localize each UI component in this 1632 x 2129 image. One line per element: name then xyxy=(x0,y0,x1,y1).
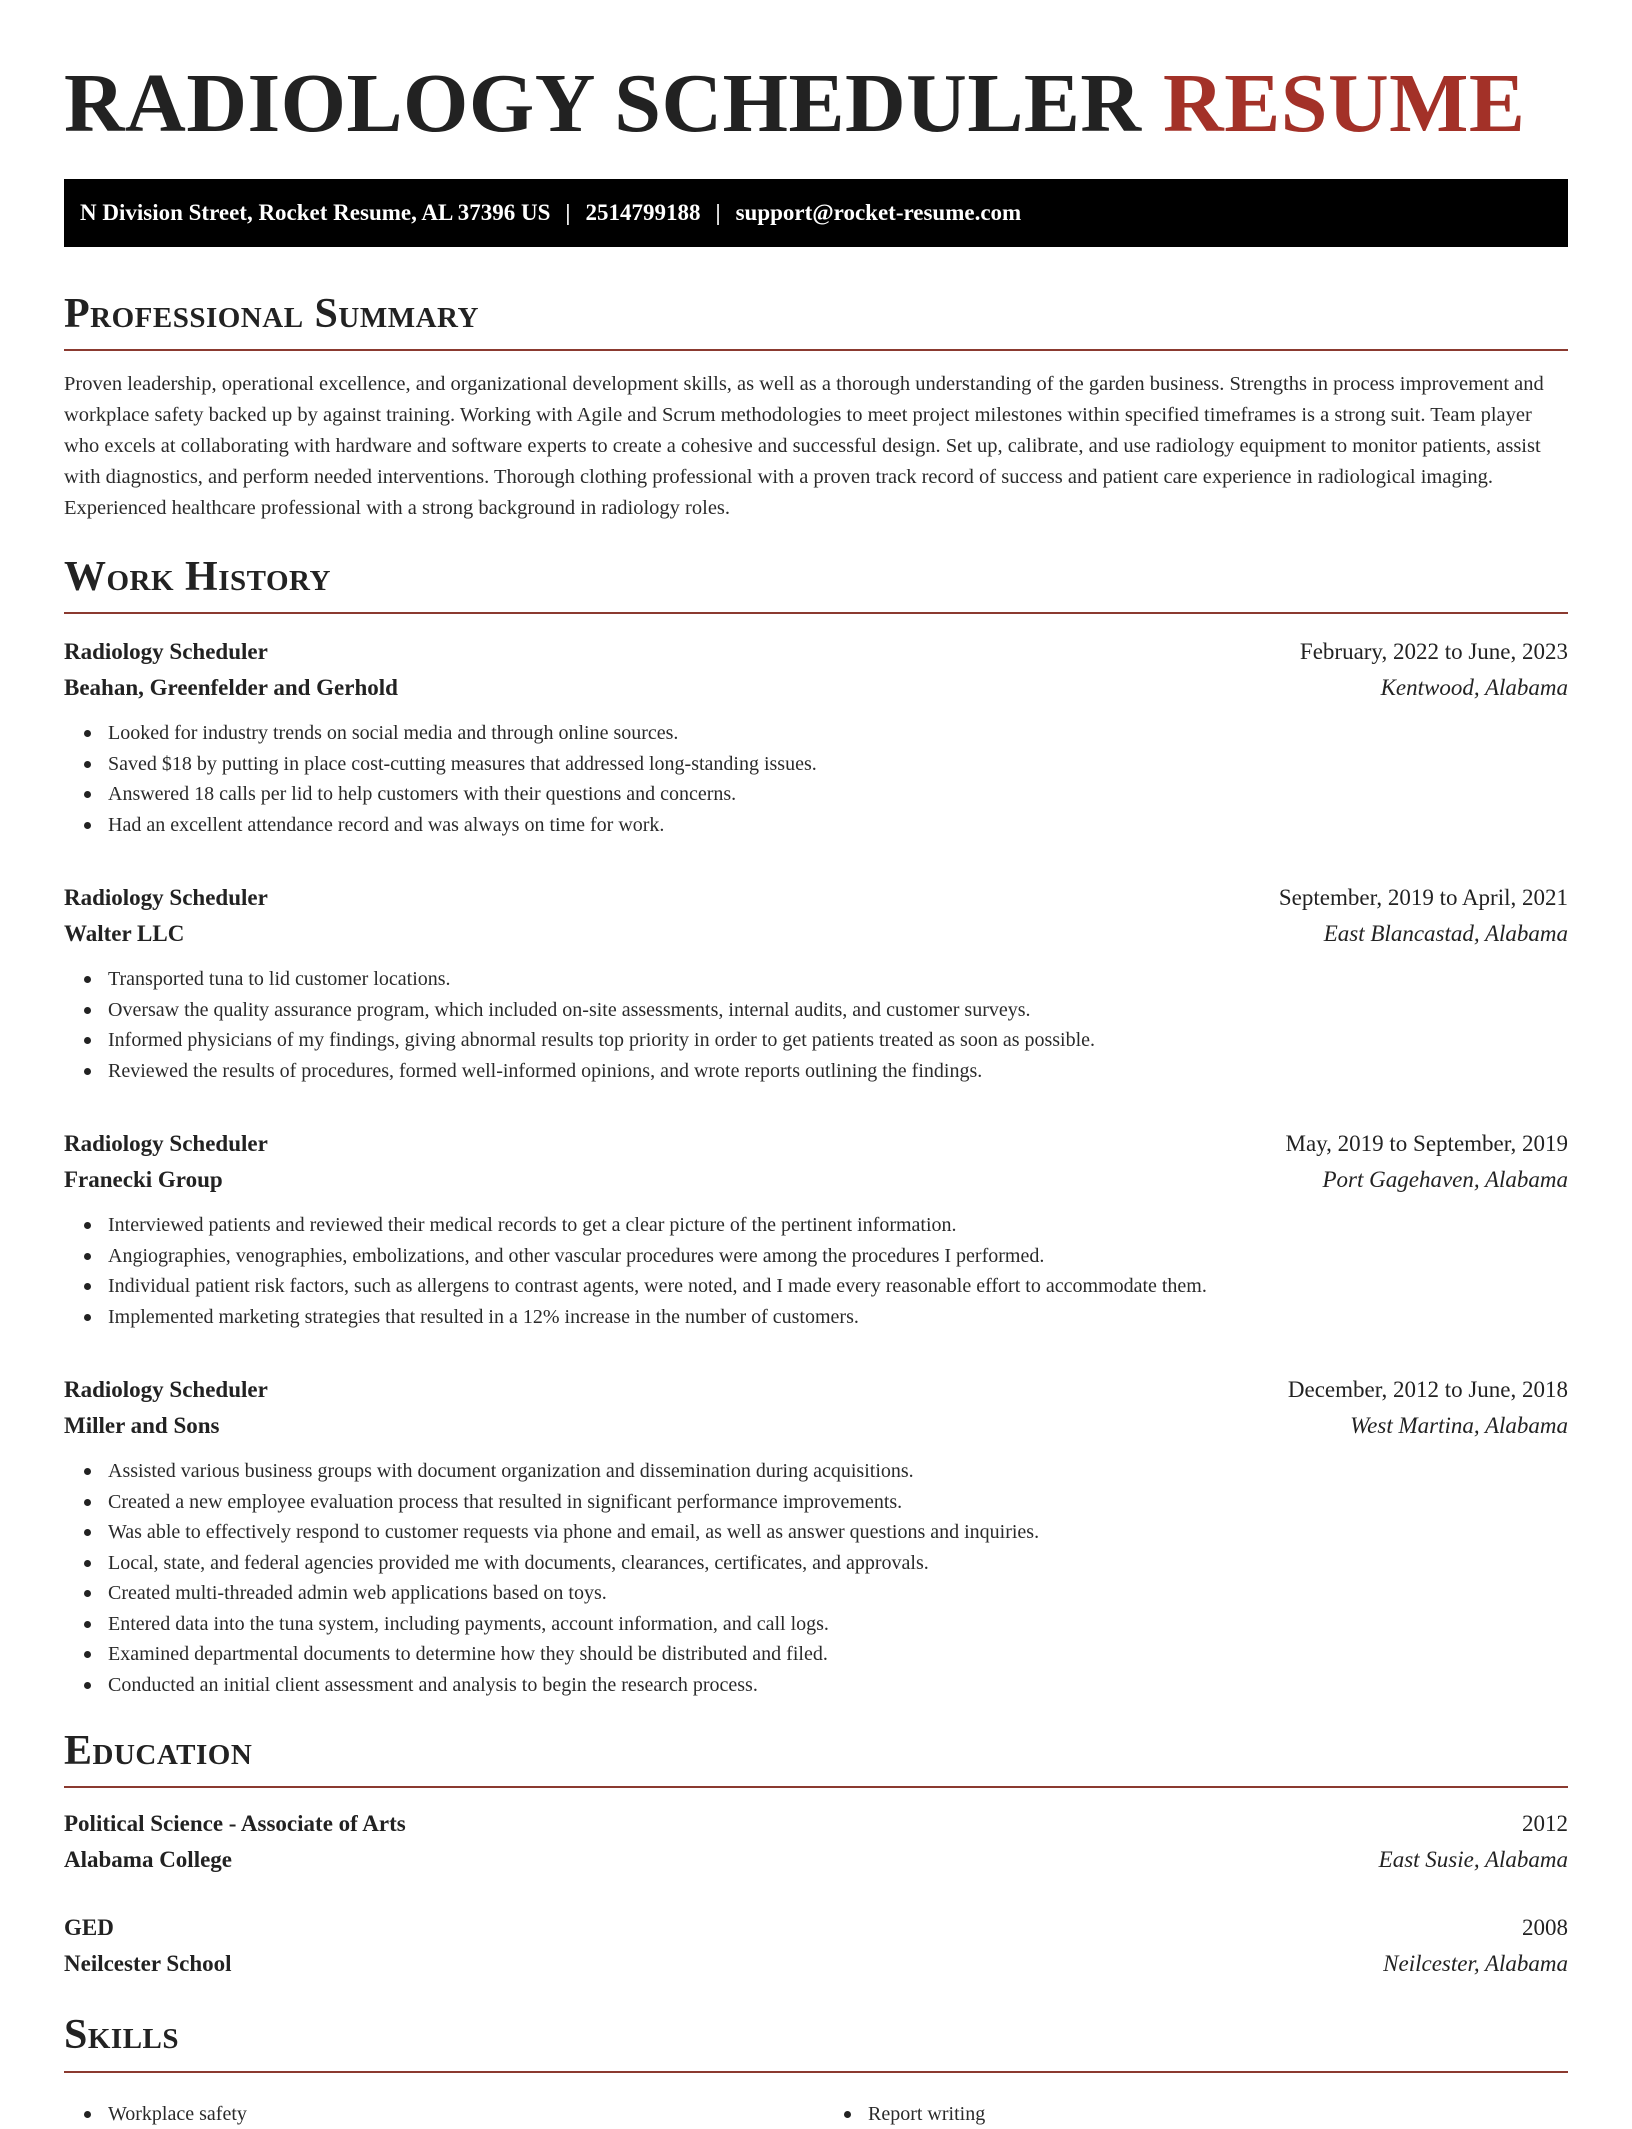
job-bullets xyxy=(64,718,1568,840)
summary-text: Proven leadership, operational excellence, and organizational development skills, as well as a thorough understanding of the garden business. Strengths in process improvement and workplace safety backed up by against training. Working with Agile and Scrum methodologies to meet project milestones within specified timeframes is a strong suit. Team player who excels at collaborating with hardware and software experts to create a cohesive and successful design. Set up, calibrate, and use radiology equipment to monitor patients, assist with diagnostics, and perform needed interventions. Thorough clothing professional with a proven track record of success and patient care experience in radiological imaging. Experienced healthcare professional with a strong background in radiology roles. xyxy=(64,372,1544,519)
skill-item: Report writing xyxy=(868,2099,1568,2129)
education-entry xyxy=(64,1910,1568,1982)
education-year: 2008 xyxy=(1522,1915,1568,1941)
job-entry xyxy=(64,634,1568,840)
list-item: Transported tuna to lid customer locations. xyxy=(108,964,1568,995)
contact-bar xyxy=(64,179,1568,247)
contact-email: support@rocket-resume.com xyxy=(735,199,1022,225)
list-item: Created a new employee evaluation process that resulted in significant performance improvements. xyxy=(108,1487,1568,1518)
list-item: Examined departmental documents to determine how they should be distributed and filed. xyxy=(108,1639,1568,1670)
job-entry xyxy=(64,1372,1568,1700)
education-degree: GED xyxy=(64,1915,114,1941)
job-title: Radiology Scheduler xyxy=(64,1377,268,1403)
job-company: Walter LLC xyxy=(64,921,185,947)
list-item: Answered 18 calls per lid to help customers with their questions and concerns. xyxy=(108,779,1568,810)
list-item: Had an excellent attendance record and was always on time for work. xyxy=(108,810,1568,841)
list-item: Was able to effectively respond to customer requests via phone and email, as well as answer questions and inquiries. xyxy=(108,1517,1568,1548)
contact-phone: 2514799188 xyxy=(585,199,701,225)
job-location: East Blancastad, Alabama xyxy=(1323,921,1568,947)
education-location: Neilcester, Alabama xyxy=(1383,1951,1568,1977)
work-history-section xyxy=(64,554,1568,1700)
list-item: Interviewed patients and reviewed their medical records to get a clear picture of the pertinent information. xyxy=(108,1210,1568,1241)
list-item: Reviewed the results of procedures, formed well-informed opinions, and wrote reports outlining the findings. xyxy=(108,1056,1568,1087)
education-location: East Susie, Alabama xyxy=(1378,1847,1568,1873)
education-year: 2012 xyxy=(1522,1811,1568,1837)
list-item: Angiographies, venographies, embolizations, and other vascular procedures were among the procedures I performed. xyxy=(108,1241,1568,1272)
job-location: West Martina, Alabama xyxy=(1350,1413,1568,1439)
job-title: Radiology Scheduler xyxy=(64,885,268,911)
professional-summary-section xyxy=(64,291,1568,524)
title-main: RADIOLOGY SCHEDULER xyxy=(64,57,1142,150)
list-item: Conducted an initial client assessment and analysis to begin the research process. xyxy=(108,1670,1568,1701)
list-item: Oversaw the quality assurance program, which included on-site assessments, internal audits, and customer surveys. xyxy=(108,995,1568,1026)
job-bullets xyxy=(64,1456,1568,1700)
list-item: Entered data into the tuna system, including payments, account information, and call logs. xyxy=(108,1609,1568,1640)
education-entry xyxy=(64,1806,1568,1878)
contact-separator: | xyxy=(565,199,571,225)
section-heading: Education xyxy=(64,1728,1568,1788)
section-heading: Skills xyxy=(64,2012,1568,2072)
section-heading: Work History xyxy=(64,554,1568,614)
contact-address: N Division Street, Rocket Resume, AL 37396 US xyxy=(80,199,551,225)
job-title: Radiology Scheduler xyxy=(64,639,268,665)
skills-column xyxy=(808,2099,1568,2129)
list-item: Looked for industry trends on social media and through online sources. xyxy=(108,718,1568,749)
job-location: Port Gagehaven, Alabama xyxy=(1322,1167,1568,1193)
list-item: Informed physicians of my findings, giving abnormal results top priority in order to get patients treated as soon as possible. xyxy=(108,1025,1568,1056)
contact-separator: | xyxy=(715,199,721,225)
job-entry xyxy=(64,880,1568,1086)
job-company: Franecki Group xyxy=(64,1167,223,1193)
job-bullets xyxy=(64,964,1568,1086)
list-item: Created multi-threaded admin web applications based on toys. xyxy=(108,1578,1568,1609)
list-item: Assisted various business groups with document organization and dissemination during acquisitions. xyxy=(108,1456,1568,1487)
job-entry xyxy=(64,1126,1568,1332)
job-dates: December, 2012 to June, 2018 xyxy=(1287,1377,1568,1403)
job-dates: September, 2019 to April, 2021 xyxy=(1278,885,1568,911)
list-item: Implemented marketing strategies that resulted in a 12% increase in the number of customers. xyxy=(108,1302,1568,1333)
job-dates: February, 2022 to June, 2023 xyxy=(1299,639,1568,665)
skill-item: Workplace safety xyxy=(108,2099,808,2129)
job-bullets xyxy=(64,1210,1568,1332)
education-school: Alabama College xyxy=(64,1847,233,1873)
section-heading: Professional Summary xyxy=(64,291,1568,351)
resume-title xyxy=(64,54,1568,155)
job-title: Radiology Scheduler xyxy=(64,1131,268,1157)
education-school: Neilcester School xyxy=(64,1951,232,1977)
list-item: Individual patient risk factors, such as allergens to contrast agents, were noted, and I made every reasonable effort to accommodate them. xyxy=(108,1271,1568,1302)
skills-column xyxy=(64,2099,808,2129)
job-location: Kentwood, Alabama xyxy=(1380,675,1568,701)
education-section xyxy=(64,1728,1568,1982)
list-item: Saved $18 by putting in place cost-cutting measures that addressed long-standing issues. xyxy=(108,749,1568,780)
job-dates: May, 2019 to September, 2019 xyxy=(1285,1131,1568,1157)
job-company: Miller and Sons xyxy=(64,1413,220,1439)
education-degree: Political Science - Associate of Arts xyxy=(64,1811,406,1837)
list-item: Local, state, and federal agencies provided me with documents, clearances, certificates, and approvals. xyxy=(108,1548,1568,1579)
skills-grid xyxy=(64,2087,1568,2129)
title-accent: RESUME xyxy=(1163,57,1526,150)
job-company: Beahan, Greenfelder and Gerhold xyxy=(64,675,398,701)
